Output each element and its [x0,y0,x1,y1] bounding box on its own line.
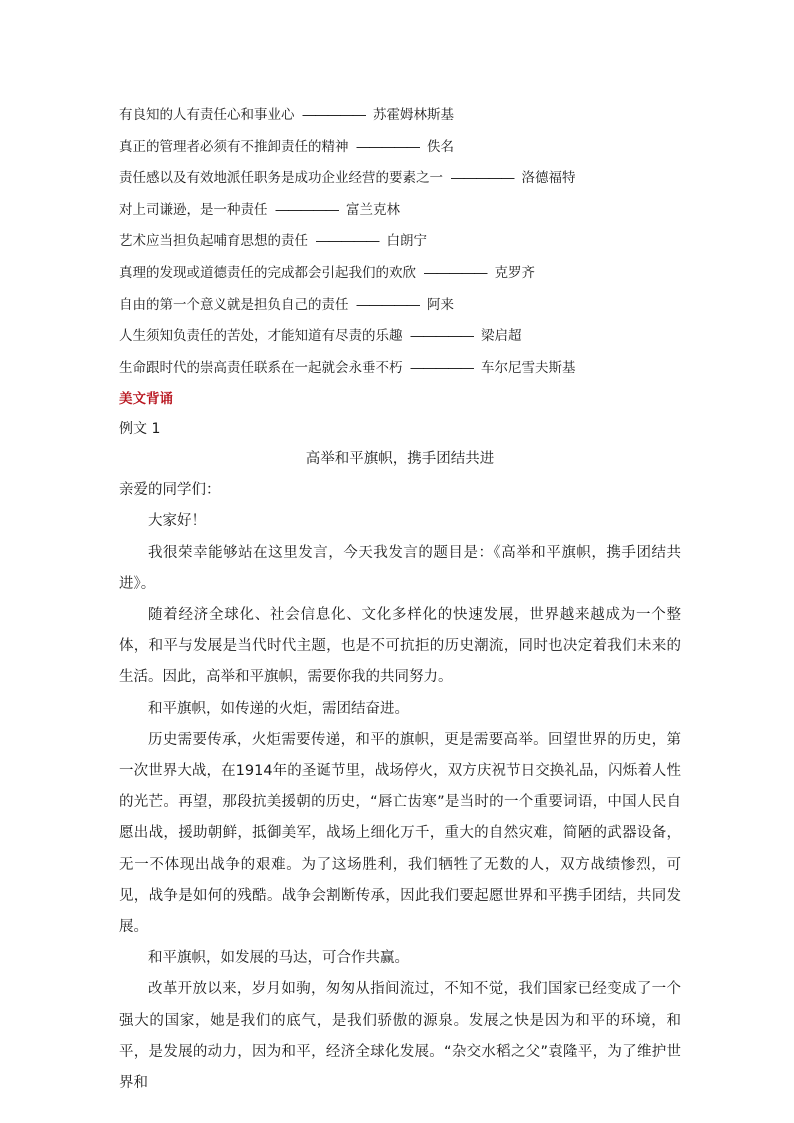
quote-text: 责任感以及有效地派任职务是成功企业经营的要素之一 [119,170,443,187]
quote-dash: ――――― [356,296,419,313]
quote-list [119,100,681,384]
quote-text: 有良知的人有责任心和事业心 [119,107,295,123]
quote-dash: ――――― [410,359,473,376]
quote-dash: ――――― [356,138,419,155]
article-paragraph: 大家好！ [148,513,206,530]
quote-text: 生命跟时代的崇高责任联系在一起就会永垂不朽 [119,359,403,376]
article-body [119,506,681,1099]
article-title: 高举和平旗帜，携手团结共进 [305,451,495,468]
article-paragraph: 和平旗帜，如传递的火炬，需团结奋进。 [148,700,409,717]
article-paragraph: 随着经济全球化、社会信息化、文化多样化的快速发展，世界越来越成为一个整体，和平与发展是当代时代主题，也是不可抗拒的历史潮流，同时也决定着我们未来的生活。因此，高举和平旗帜，需要你我的共同努力。 [119,606,681,686]
quote-line [119,290,681,322]
quote-text: 人生须知负责任的苦处，才能知道有尽责的乐趣 [119,328,403,345]
quote-author: 克罗齐 [494,264,535,281]
quote-text: 自由的第一个意义就是担负自己的责任 [119,296,349,313]
article-paragraph: 和平旗帜，如发展的马达，可合作共赢。 [148,950,409,967]
quote-line [119,132,681,164]
quote-line [119,100,681,132]
quote-author: 阿来 [427,296,454,313]
quote-dash: ――――― [410,328,473,345]
quote-line [119,353,681,385]
quote-text: 艺术应当担负起哺育思想的责任 [119,233,308,250]
document-page [119,100,681,1099]
quote-author: 佚名 [427,138,454,155]
article-salutation: 亲爱的同学们： [119,482,221,499]
quote-line [119,258,681,290]
quote-text: 真理的发现或道德责任的完成都会引起我们的欢欣 [119,264,416,281]
quote-author: 洛德福特 [521,170,576,187]
article-paragraph: 改革开放以来，岁月如驹，匆匆从指间流过，不知不觉，我们国家已经变成了一个强大的国家，她是我们的底气，是我们骄傲的源泉。发展之快是因为和平的环境，和平，是发展的动力，因为和平，经济全球化发展。“杂交水稻之父”袁隆平，为了维护世界和 [119,981,681,1091]
quote-author: 苏霍姆林斯基 [373,107,454,123]
quote-author: 车尔尼雪夫斯基 [481,359,576,376]
quote-line [119,195,681,227]
quote-text: 真正的管理者必须有不推卸责任的精神 [119,138,349,155]
quote-line [119,321,681,353]
quote-text: 对上司谦逊，是一种责任 [119,201,268,218]
quote-dash: ――――― [451,170,514,187]
quote-line [119,163,681,195]
quote-author: 梁启超 [481,328,522,345]
article-paragraph: 我很荣幸能够站在这里发言，今天我发言的题目是：《高举和平旗帜，携手团结共进》。 [119,544,681,592]
section-heading: 美文背诵 [119,391,173,408]
quote-author: 富兰克林 [346,201,400,218]
quote-line [119,226,681,258]
quote-dash: ――――― [316,233,379,250]
quote-author: 白朗宁 [386,233,427,250]
article-paragraph: 历史需要传承，火炬需要传递，和平的旗帜，更是需要高举。回望世界的历史，第一次世界大战，在1914年的圣诞节里，战场停火，双方庆祝节日交换礼品，闪烁着人性的光芒。再望，那段抗美援朝的历史，“唇亡齿寒”是当时的一个重要词语，中国人民自愿出战，援助朝鲜，抵御美军，战场上细化万千，重大的自然灾难，简陋的武器设备，无一不体现出战争的艰难。为了这场胜利，我们牺牲了无数的人，双方战绩惨烈，可见，战争是如何的残酷。战争会割断传承，因此我们要起愿世界和平携手团结，共同发展。 [119,731,681,935]
quote-dash: ――――― [275,201,338,218]
quote-dash: ――――― [302,107,365,123]
quote-dash: ――――― [424,264,487,281]
example-label: 例文 1 [119,421,161,438]
